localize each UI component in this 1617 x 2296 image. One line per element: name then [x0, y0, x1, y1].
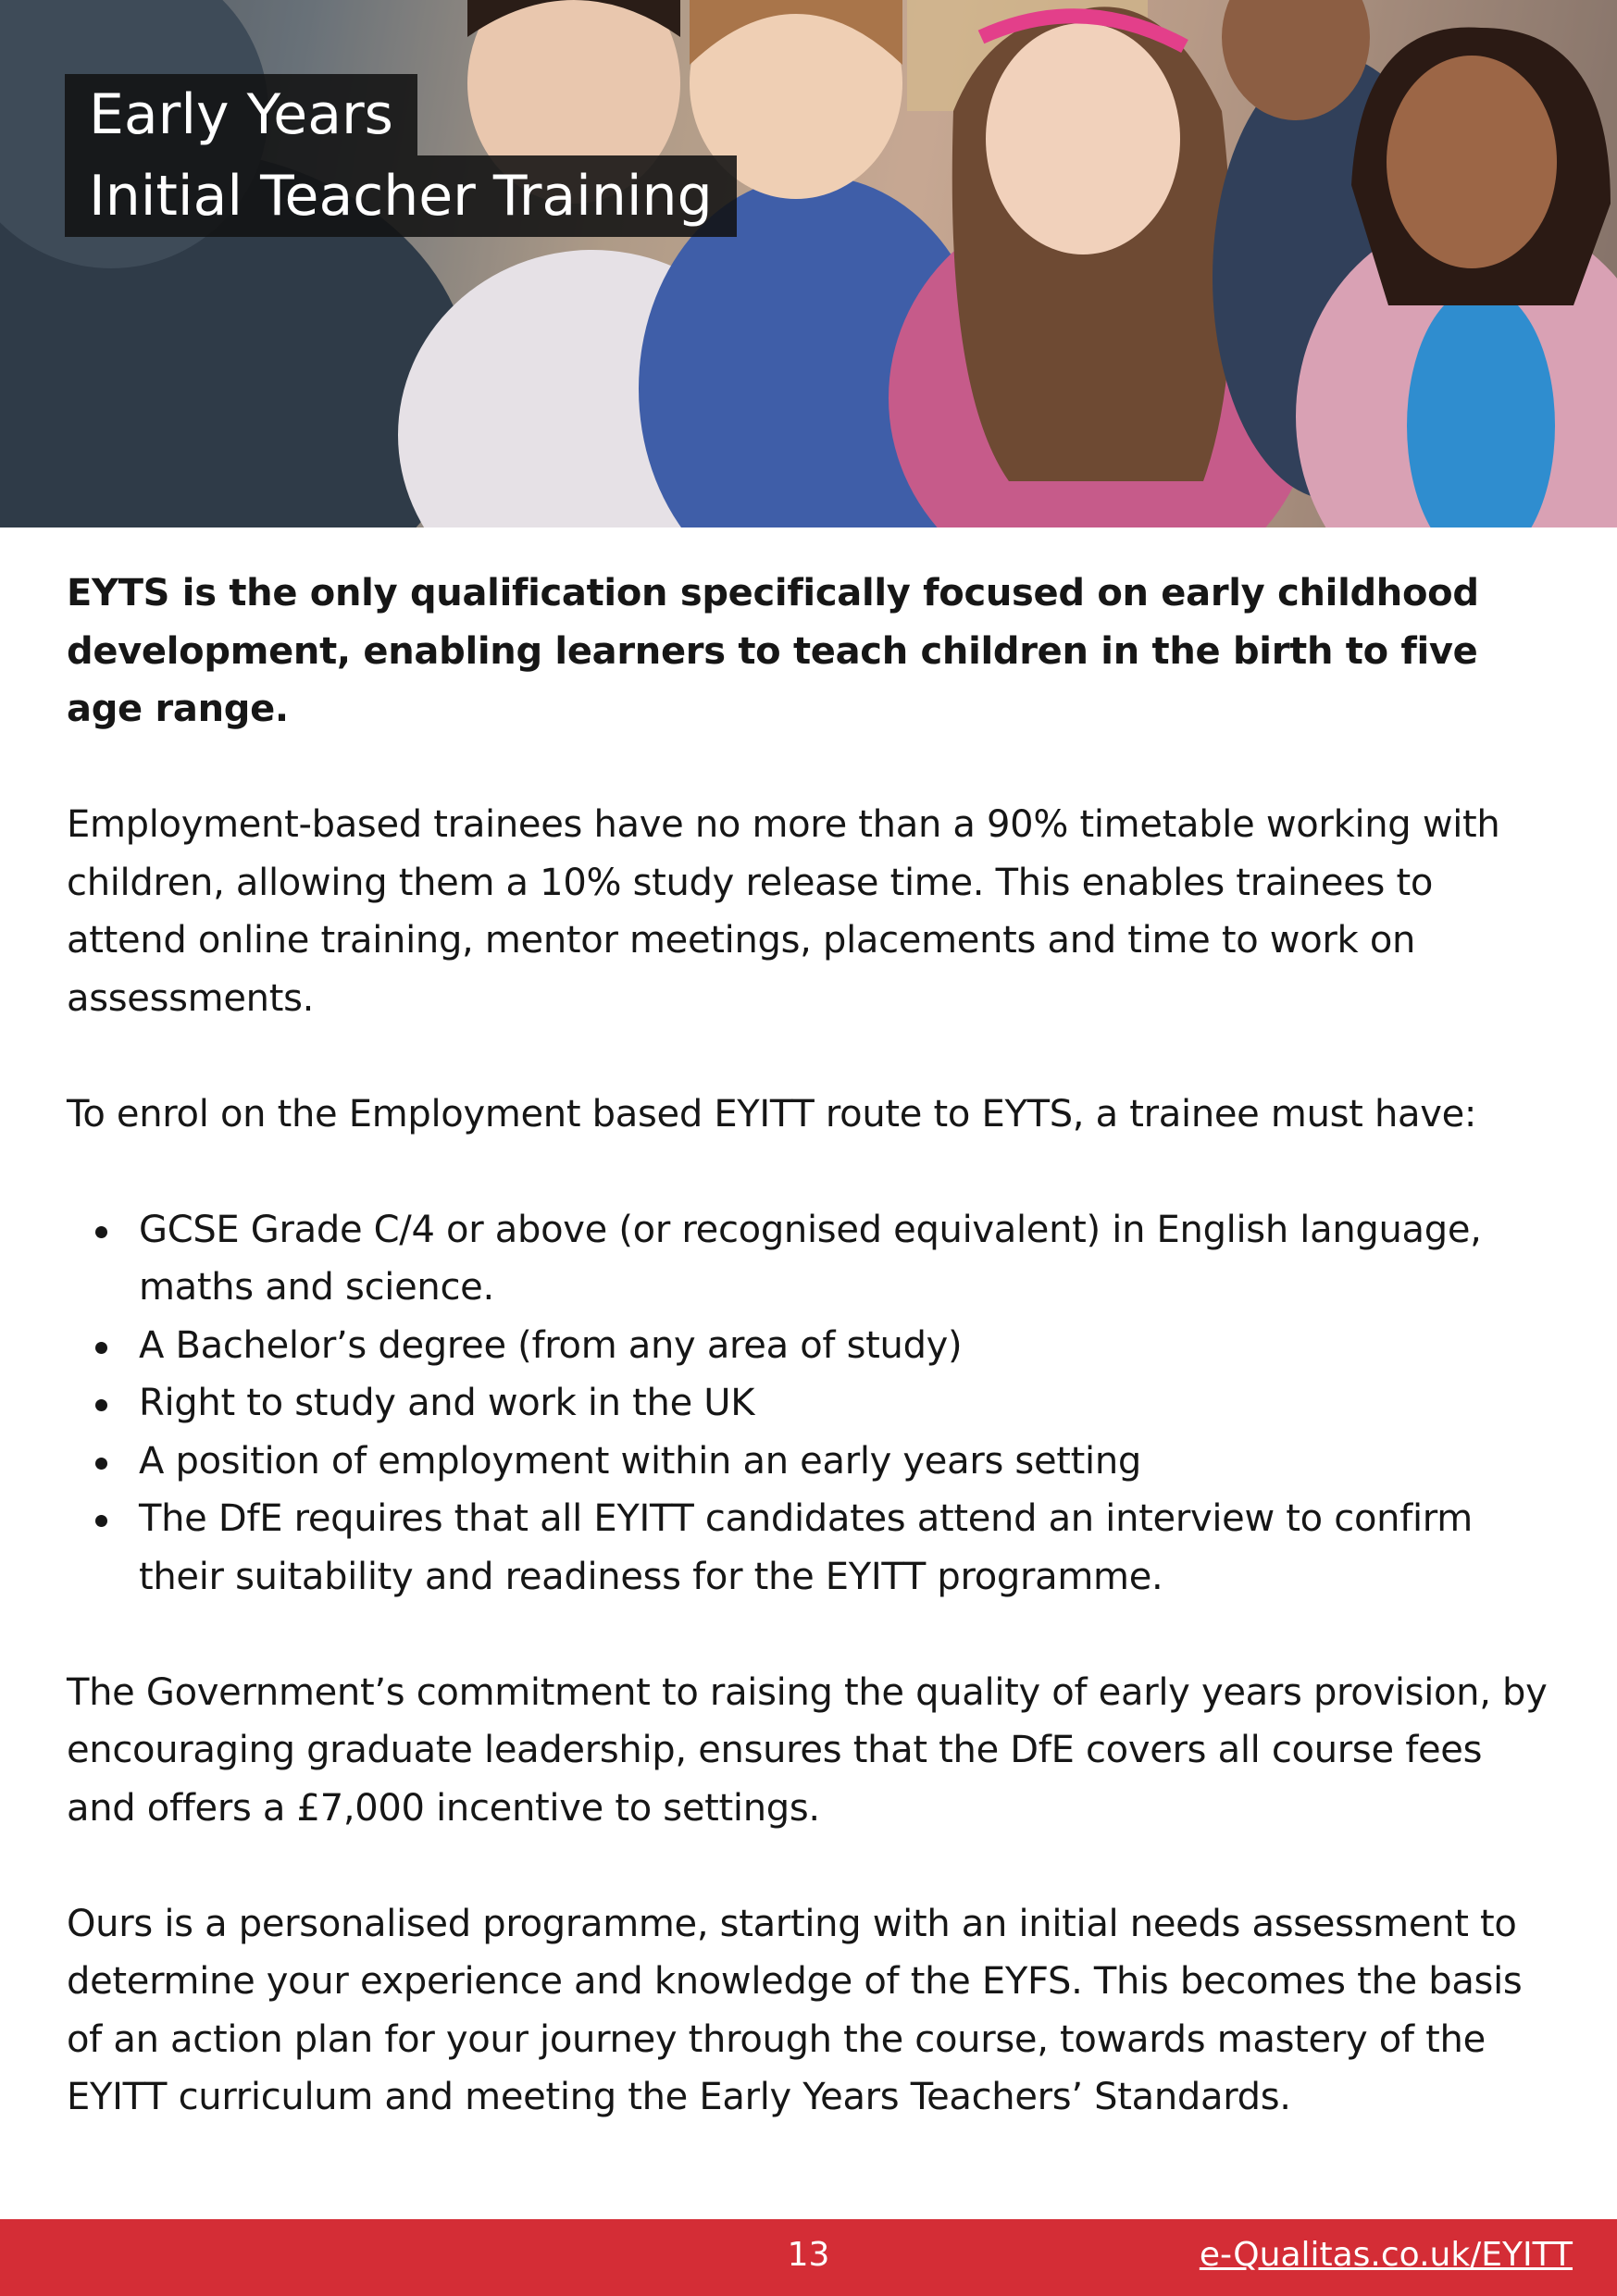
requirements-list [67, 1201, 1548, 1607]
footer-bar [0, 2219, 1617, 2296]
hero-photo [0, 0, 1617, 527]
list-item: The DfE requires that all EYITT candidates attend an interview to confirm their suitability and readiness for the EYITT programme. [139, 1490, 1548, 1606]
hero-title-line-2: Initial Teacher Training [65, 155, 737, 237]
government-paragraph: The Government’s commitment to raising the quality of early years provision, by encouraging graduate leadership, ensures that the DfE covers all course fees and offers a £7,000 incentive to settings. [67, 1670, 1548, 1830]
hero-title [65, 74, 737, 237]
hero-title-line-1: Early Years [65, 74, 417, 155]
website-link[interactable]: e-Qualitas.co.uk/EYITT [1199, 2236, 1573, 2274]
enrol-intro-paragraph: To enrol on the Employment based EYITT route to EYTS, a trainee must have: [67, 1092, 1477, 1136]
list-item: A position of employment within an early years setting [139, 1433, 1548, 1491]
main-content [67, 565, 1548, 2184]
page-number: 13 [787, 2236, 830, 2274]
list-item: A Bachelor’s degree (from any area of study) [139, 1317, 1548, 1375]
list-item: GCSE Grade C/4 or above (or recognised equivalent) in English language, maths and science. [139, 1201, 1548, 1317]
list-item: Right to study and work in the UK [139, 1374, 1548, 1433]
programme-paragraph: Ours is a personalised programme, starting with an initial needs assessment to determine your experience and knowledge of the EYFS. This becomes the basis of an action plan for your journey through the course, towards mastery of the EYITT curriculum and meeting the Early Years Teachers’ Standards. [67, 1902, 1523, 2118]
lead-paragraph: EYTS is the only qualification specifically focused on early childhood development, enabling learners to teach children in the birth to five age range. [67, 572, 1479, 730]
employment-paragraph: Employment-based trainees have no more than a 90% timetable working with children, allowing them a 10% study release time. This enables trainees to attend online training, mentor meetings, placements and time to work on assessments. [67, 803, 1500, 1020]
